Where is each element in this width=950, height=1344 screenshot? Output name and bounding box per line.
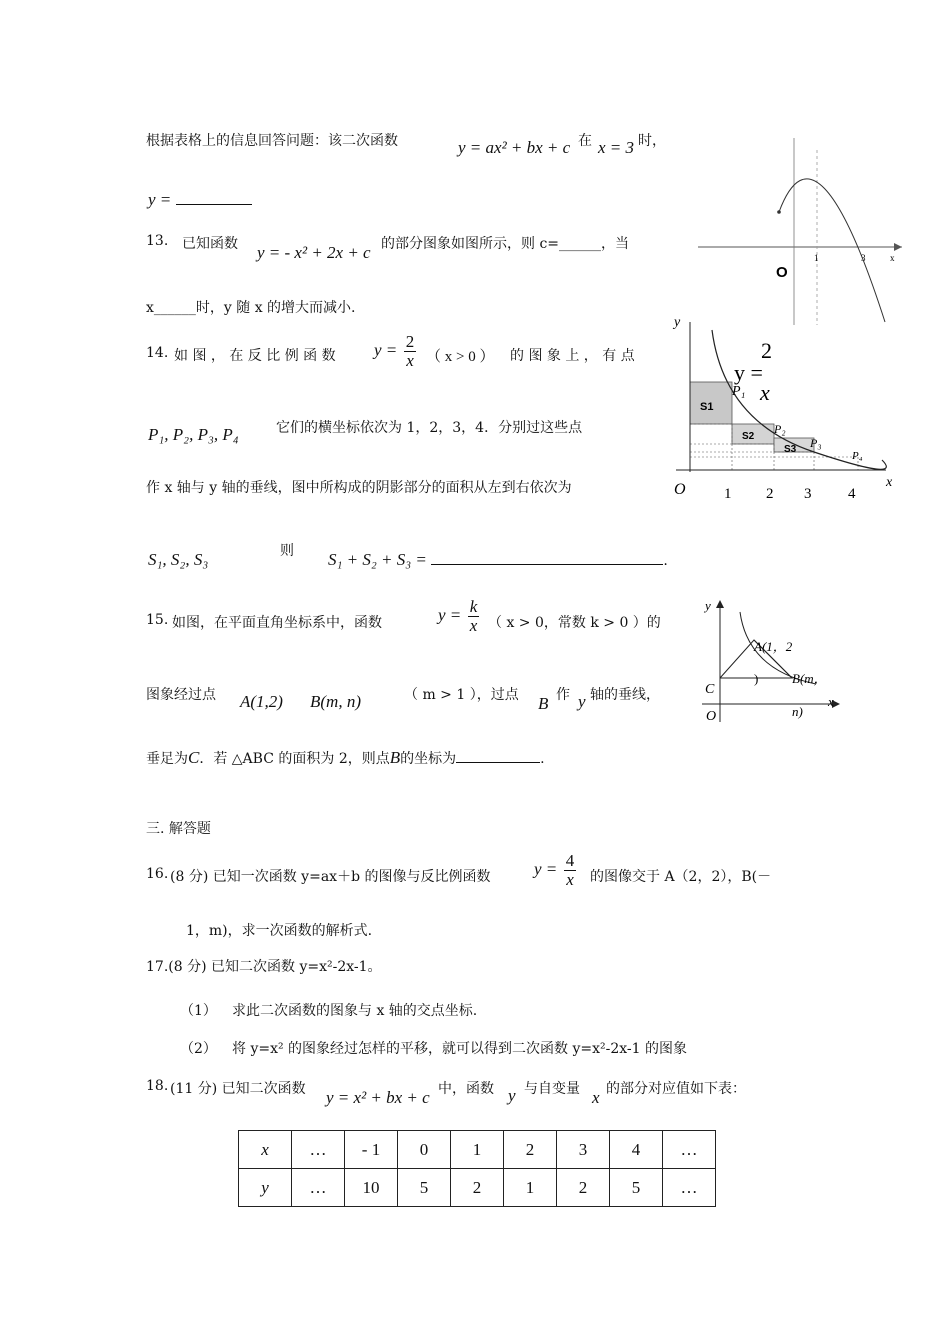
table-row-y — [239, 1169, 716, 1207]
table-cell: 1 — [451, 1131, 504, 1169]
q18-text-c: 与自变量 — [524, 1081, 580, 1097]
table-cell: 2 — [504, 1131, 557, 1169]
q16-line2: 1，m)，求一次函数的解析式. — [186, 923, 373, 939]
q14-text-a: 如 图 ， 在 反 比 例 函 数 — [174, 348, 336, 364]
q14-answer-blank[interactable] — [431, 564, 663, 565]
q14-then: 则 — [280, 543, 294, 559]
q17-text: (8 分) 已知二次函数 y=x²-2x-1。 — [168, 959, 382, 975]
q15-number: 15. — [146, 612, 169, 628]
q13-axis-x: x — [890, 253, 895, 263]
section3-title: 三. 解答题 — [146, 821, 211, 837]
q14-sum: S₁ + S₂ + S₃ = — [328, 550, 427, 569]
q13-figure — [690, 130, 910, 330]
q15-fig-b: B(m， — [792, 671, 827, 686]
q18-y-var: y — [508, 1086, 516, 1105]
q18-text-b: 中，函数 — [438, 1081, 494, 1097]
q15-text-e: 垂足为 — [146, 751, 188, 767]
q14-frac-den: x — [406, 350, 414, 370]
table-cell: 1 — [504, 1169, 557, 1207]
q12-line — [146, 130, 398, 150]
q15-frac-num: k — [469, 597, 478, 616]
q14-text-b: 的 图 象 上 ， 有 点 — [510, 348, 635, 364]
table-cell: … — [292, 1169, 345, 1207]
q14-fig-func-den: x — [760, 380, 770, 405]
q18-text-a: (11 分) 已知二次函数 — [170, 1081, 306, 1097]
table-cell: … — [663, 1131, 716, 1169]
q14-fig-p4: P₄ — [852, 450, 863, 462]
q16-text-a: (8 分) 已知一次函数 y=ax＋b 的图像与反比例函数 — [170, 869, 491, 885]
q15-text-d: 轴的垂线， — [590, 687, 660, 703]
q15-figure — [696, 592, 846, 726]
q15-y-var: y — [578, 692, 586, 711]
q17-sub1: 求此二次函数的图象与 x 轴的交点坐标. — [232, 1003, 478, 1019]
q14-fig-y: y — [674, 315, 681, 330]
q15-cond2: （ m > 1 ），过点 — [404, 687, 519, 703]
q15-frac-den: x — [469, 615, 478, 635]
q15-point-b: B(m, n) — [310, 692, 361, 711]
q12-text-b: 在 — [578, 133, 592, 149]
q15-fig-y: y — [705, 598, 711, 613]
q14-fig-tick-2: 2 — [766, 486, 774, 502]
q15-fig-o: O — [706, 709, 717, 724]
q15-cond: （ x > 0，常数 k > 0 ）的 — [488, 615, 661, 631]
q18-formula: y = x² + bx + c — [326, 1088, 430, 1107]
q15-text-c: 作 — [556, 687, 570, 703]
q16-number: 16. — [146, 866, 169, 882]
q14-cond: （ x > 0 ） — [426, 349, 495, 365]
q14-fig-o: O — [674, 481, 686, 498]
table-cell: 2 — [451, 1169, 504, 1207]
q14-fig-p1: P₁ — [732, 384, 746, 399]
q17-number: 17. — [146, 959, 169, 975]
q14-text-d: 作 x 轴与 y 轴的垂线，图中所构成的阴影部分的面积从左到右依次为 — [146, 480, 572, 496]
q14-sum-line: S₁ + S₂ + S₃ = . — [328, 550, 668, 569]
table-cell: 2 — [557, 1169, 610, 1207]
q15-text-g: 的坐标为 — [400, 751, 457, 767]
q15-fig-a: A(1，2 — [754, 639, 793, 654]
q14-fig-tick-1: 1 — [724, 486, 732, 502]
q13-formula: y = - x² + 2x + c — [257, 243, 371, 262]
q16-frac-den: x — [566, 869, 574, 889]
q14-figure — [668, 302, 908, 502]
q15-fig-x: x — [828, 694, 834, 709]
q14-fig-p2: P₂ — [774, 422, 786, 436]
q14-number: 14. — [146, 345, 169, 361]
q14-fig-func-num: 2 — [761, 338, 772, 363]
q15-b-label: B — [538, 694, 549, 713]
q14-text-c: 它们的横坐标依次为 1，2，3，4．分别过这些点 — [276, 420, 583, 436]
q17-sub1-label: （1） — [180, 1003, 217, 1019]
q14-fig-s2: S2 — [742, 431, 755, 442]
q15-fig-a-close: ) — [754, 671, 759, 686]
q14-areas: S₁, S₂, S₃ — [148, 550, 209, 569]
q15-point-a: A(1,2) — [240, 692, 283, 711]
table-cell: 10 — [345, 1169, 398, 1207]
q15-c-label: C — [188, 748, 200, 767]
q18-x-var: x — [592, 1088, 600, 1107]
q14-fig-x: x — [886, 475, 893, 490]
q13-line2: x______时，y 随 x 的增大而减小. — [146, 300, 356, 316]
q13-tick-3: 3 — [861, 253, 866, 263]
q16-frac-num: 4 — [565, 851, 575, 870]
q15-formula-lhs: y = — [438, 605, 462, 625]
q18-text-d: 的部分对应值如下表： — [606, 1081, 746, 1097]
q17-sub2: 将 y=x² 的图象经过怎样的平移，就可以得到二次函数 y=x²-2x-1 的图象 — [232, 1041, 688, 1057]
table-cell: - 1 — [345, 1131, 398, 1169]
q15-b-label-2: B — [389, 748, 401, 767]
q15-text-f: ．若 △ABC 的面积为 2，则点 — [199, 751, 390, 767]
table-cell: 3 — [557, 1131, 610, 1169]
q16-formula-lhs: y = — [534, 859, 558, 879]
q12-text-a: 根据表格上的信息回答问题：该二次函数 — [146, 133, 398, 149]
q15-fig-c: C — [705, 682, 715, 697]
q15-formula — [438, 598, 481, 635]
table-cell: 5 — [398, 1169, 451, 1207]
q14-frac-num: 2 — [405, 332, 415, 351]
q14-formula-lhs: y = — [374, 340, 398, 360]
q17-sub2-label: （2） — [180, 1041, 217, 1057]
table-cell: 0 — [398, 1131, 451, 1169]
q15-line3: 垂足为C．若 △ABC 的面积为 2，则点B的坐标为 . — [146, 748, 545, 767]
q18-value-table — [238, 1130, 716, 1207]
q16-text-b: 的图像交于 A（2，2），B(－ — [590, 869, 772, 885]
q13-text-a: 已知函数 — [182, 236, 238, 252]
q13-number: 13. — [146, 233, 169, 249]
q14-fig-p3: P₃ — [810, 436, 822, 450]
q14-fig-func-lhs: y = — [734, 360, 763, 385]
q15-text-a: 如图，在平面直角坐标系中，函数 — [172, 615, 382, 631]
q12-answer-line — [148, 190, 252, 210]
q13-tick-1: 1 — [814, 253, 819, 263]
q13-text-b: 的部分图象如图所示，则 c=______，当 — [381, 236, 630, 252]
q17-line — [146, 956, 382, 976]
q15-answer-blank[interactable] — [456, 762, 540, 763]
q15-fig-b-close: n) — [792, 704, 803, 719]
q14-formula — [374, 333, 418, 370]
table-row-x — [239, 1131, 716, 1169]
q14-fig-s1: S1 — [700, 401, 714, 413]
q12-cond: x = 3 — [598, 138, 635, 157]
table-cell: … — [292, 1131, 345, 1169]
q13-origin-label: O — [776, 264, 788, 281]
q12-answer-blank[interactable] — [176, 204, 252, 205]
q14-fig-s3: S3 — [784, 444, 797, 455]
q14-points: P₁, P₂, P₃, P₄ — [148, 425, 239, 444]
table-header-y: y — [239, 1169, 292, 1207]
q16-formula — [534, 852, 578, 889]
q12-text-c: 时， — [638, 133, 666, 149]
q15-text-b: 图象经过点 — [146, 687, 216, 703]
table-cell: 4 — [610, 1131, 663, 1169]
q14-fig-tick-3: 3 — [804, 486, 812, 502]
table-cell: 5 — [610, 1169, 663, 1207]
q14-fig-tick-4: 4 — [848, 486, 856, 502]
table-header-x: x — [239, 1131, 292, 1169]
q18-number: 18. — [146, 1078, 169, 1094]
q12-answer-prefix: y = — [148, 190, 172, 209]
table-cell: … — [663, 1169, 716, 1207]
q12-formula: y = ax² + bx + c — [458, 138, 571, 157]
